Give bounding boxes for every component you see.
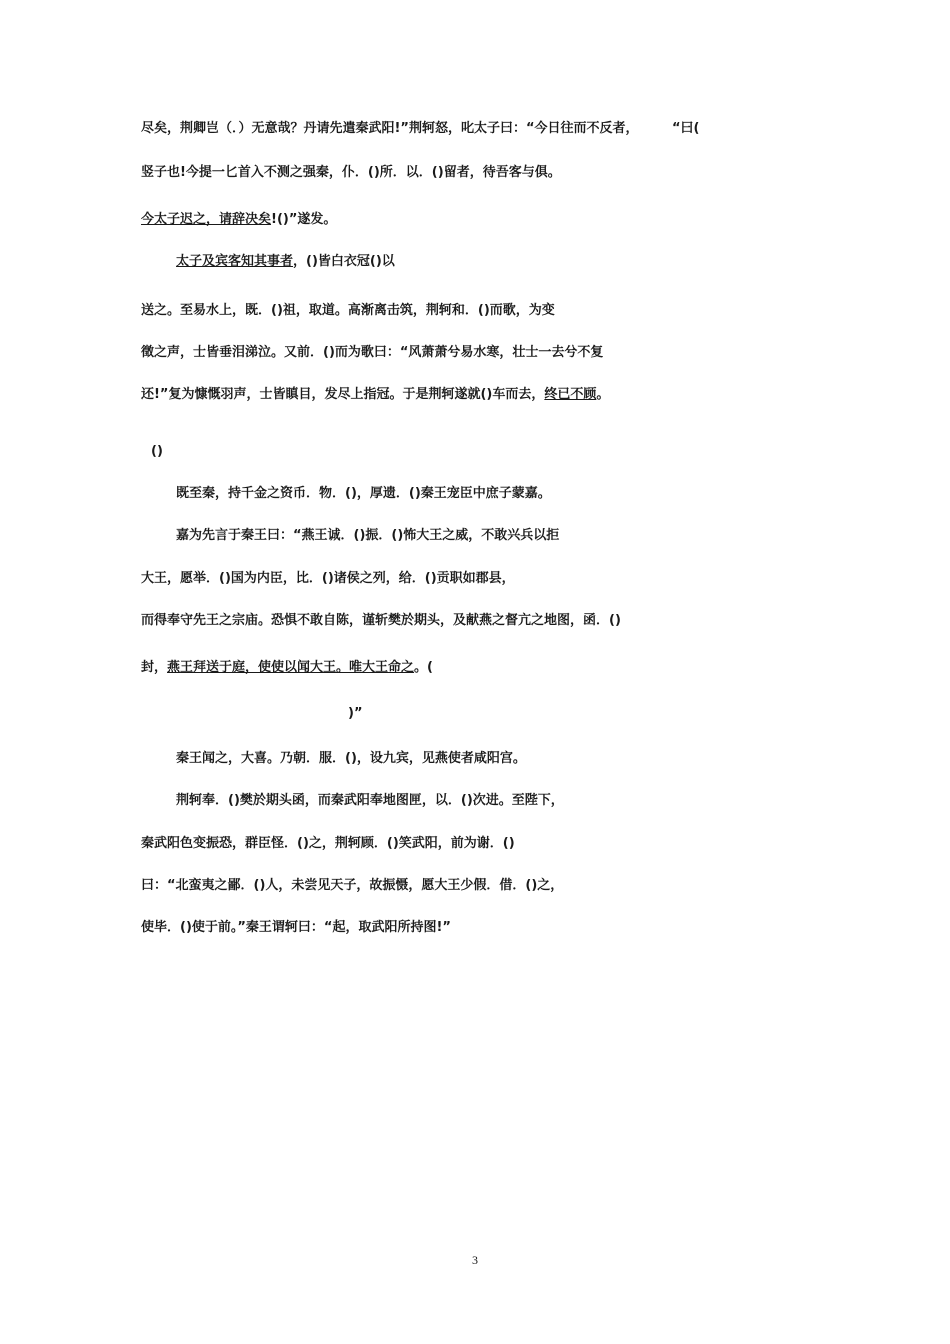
text-segment: “曰( (672, 121, 700, 136)
text-segment: 荆轲奉．()樊於期头函，而秦武阳奉地图匣，以．()次进。至陛下， (176, 793, 564, 808)
text-line (141, 571, 515, 587)
text-line (141, 660, 433, 676)
text-segment: 大王，愿举．()国为内臣，比．()诸侯之列，给．()贡职如郡县， (141, 571, 515, 586)
text-segment: 送之。至易水上，既．()祖，取道。高渐离击筑，荆轲和．()而歌，为变 (141, 303, 555, 318)
text-segment: 徵之声，士皆垂泪涕泣。又前．()而为歌曰：“风萧萧兮易水寒，壮士一去兮不复 (141, 345, 604, 360)
text-line (672, 121, 700, 137)
text-segment: () (151, 444, 163, 459)
text-line (151, 444, 163, 460)
text-line (176, 486, 551, 502)
text-line (141, 613, 621, 629)
text-segment: 秦武阳色变振恐，群臣怪．()之，荆轲顾．()笑武阳，前为谢．() (141, 836, 515, 851)
text-line (141, 165, 561, 181)
text-segment: 嘉为先言于秦王曰：“燕王诚．()振．()怖大王之威，不敢兴兵以拒 (176, 528, 560, 543)
text-line (348, 706, 363, 722)
text-line (141, 303, 555, 319)
text-line (141, 387, 609, 403)
page-number: 3 (472, 1253, 478, 1267)
text-segment: 尽矣，荆卿岂（．）无意哉？丹请先遣秦武阳!”荆轲怒，叱太子曰：“今日往而不反者， (141, 121, 639, 136)
underlined-text: 终已不顾 (544, 387, 597, 402)
text-line (176, 793, 564, 809)
text-line (176, 254, 395, 270)
text-segment: 封， (141, 660, 168, 675)
underlined-text: 今太子迟之，请辞决矣 (141, 212, 272, 227)
text-line (141, 345, 603, 361)
text-line (141, 878, 563, 894)
text-line (141, 212, 336, 228)
text-segment: 曰：“北蛮夷之鄙．()人，未尝见天子，故振慑，愿大王少假．借．()之， (141, 878, 564, 893)
text-segment: !()”遂发。 (271, 212, 337, 227)
text-segment: 而得奉守先王之宗庙。恐惧不敢自陈，谨斩樊於期头，及献燕之督亢之地图，函．() (141, 613, 621, 628)
underlined-text: 太子及宾客知其事者 (176, 254, 294, 269)
text-line (176, 751, 526, 767)
text-line (176, 528, 559, 544)
text-segment: 。( (414, 660, 433, 675)
text-segment: ，()皆白衣冠()以 (293, 254, 395, 269)
text-segment: 秦王闻之，大喜。乃朝．服．()，设九宾，见燕使者咸阳宫。 (176, 751, 526, 766)
text-line (141, 836, 515, 852)
underlined-text: 燕王拜送于庭，使使以闻大王。唯大王命之 (167, 660, 415, 675)
text-line (141, 121, 639, 137)
text-segment: 使毕．()使于前。”秦王谓轲曰：“起，取武阳所持图!” (141, 920, 451, 935)
text-segment: 竖子也!今提一匕首入不测之强秦，仆．()所．以．()留者，待吾客与俱。 (141, 165, 561, 180)
text-segment: 还!”复为慷慨羽声，士皆瞋目，发尽上指冠。于是荆轲遂就()车而去， (141, 387, 545, 402)
text-line (141, 920, 451, 936)
text-segment: 既至秦，持千金之资币．物．()，厚遗．()秦王宠臣中庶子蒙嘉。 (176, 486, 551, 501)
text-segment: )” (348, 706, 363, 721)
text-segment: 。 (596, 387, 610, 402)
